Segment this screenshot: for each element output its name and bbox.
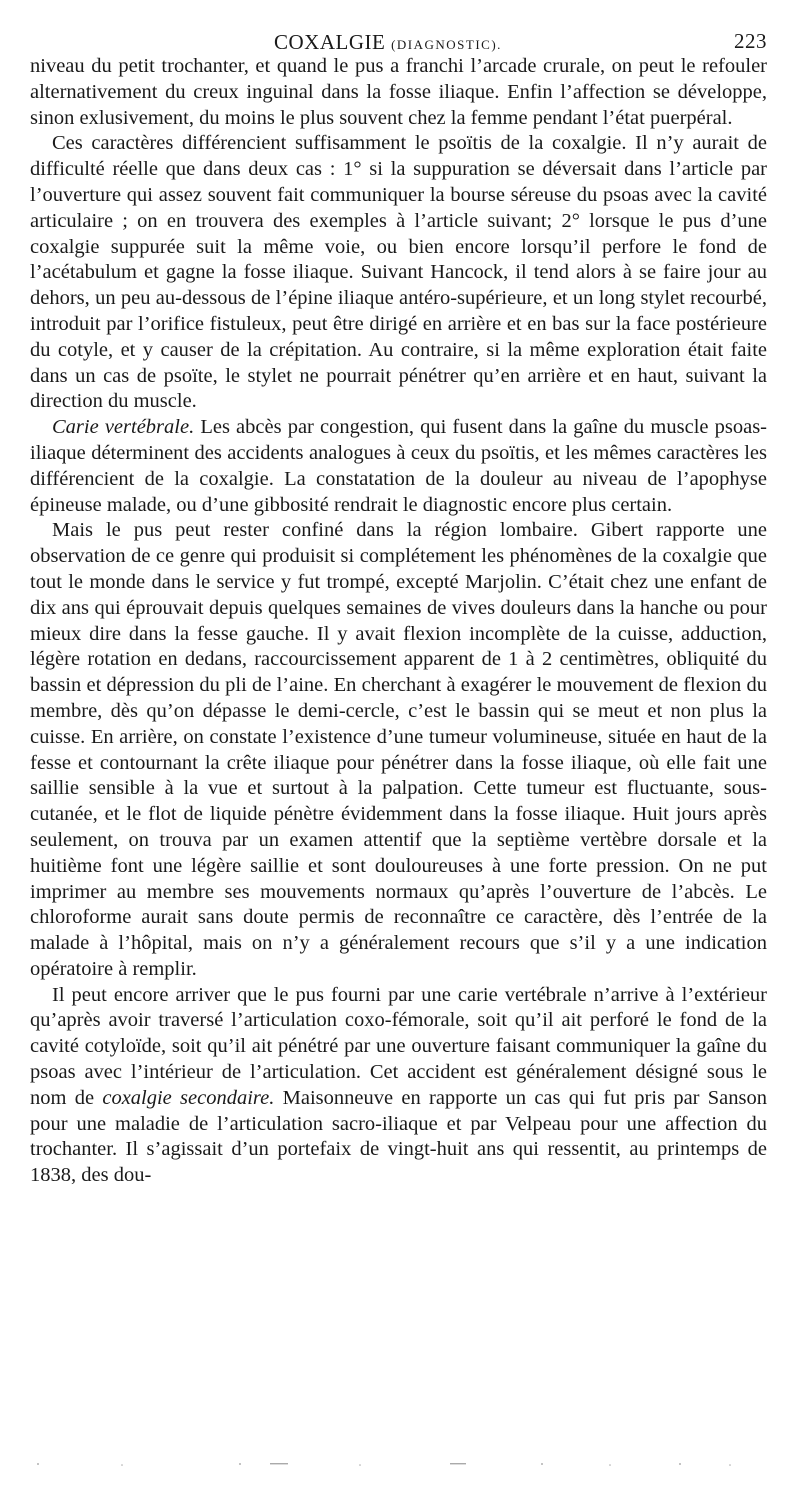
- paragraph-5-text-after: Maisonneuve en rapporte un cas qui fut pris par Sanson pour une maladie de l’articulation sacro-iliaque et par Velpeau pour une affection du trochanter. Il s’agissait d’un portefaix de vingt-huit ans qui ressentit, au printemps de 1838, des dou-: [30, 1086, 768, 1187]
- paragraph-2-text: Ces caractères différencient suffisamment le psoïtis de la coxalgie. Il n’y aurait de difficulté réelle que dans deux cas : 1° si la suppuration se déversait dans l’article par l’ouverture qui assez souvent fait communiquer la bourse séreuse du psoas avec la cavité articulaire ; on en trouvera des exemples à l’article suivant; 2° lorsque le pus d’une coxalgie suppurée suit la même voie, ou bien encore lorsqu’il perfore le fond de l’acétabulum et gagne la fosse iliaque. Suivant Hancock, il tend alors à se faire jour au dehors, un peu au-dessous de l’épine iliaque antéro-supérieure, et un long stylet recourbé, introduit par l’orifice fistuleux, peut être dirigé en arrière et en bas sur la face postérieure du cotyle, et y causer de la crépitation. Au contraire, si la même exploration était faite dans un cas de psoïte, le stylet ne pourrait pénétrer qu’en arrière et en haut, suivant la direction du muscle.: [30, 132, 767, 413]
- paragraph-3: [30, 415, 767, 518]
- paragraph-1: [30, 54, 767, 131]
- book-page: [30, 0, 767, 1189]
- paragraph-1-text: niveau du petit trochanter, et quand le pus a franchi l’arcade crurale, on peut le refouler alternativement du creux inguinal dans la fosse iliaque. Enfin l’affection se développe, sinon exlusivement, du moins le plus souvent chez la femme pendant l’état puerpéral.: [30, 55, 767, 129]
- page-number: 223: [734, 29, 767, 53]
- paragraph-2: [30, 131, 767, 415]
- running-head: [30, 0, 767, 54]
- running-title-main: COXALGIE: [274, 30, 386, 54]
- running-title-sub: (DIAGNOSTIC).: [391, 37, 502, 52]
- paragraph-5-text: Il peut encore arriver que le pus fourni par une carie vertébrale n’arrive à l’extérieur qu’après avoir traversé l’articulation coxo-fémorale, soit qu’il ait perforé le fond de la cavité cotyloïde, soit qu’il ait pénétré par une ouverture faisant communiquer la gaîne du psoas avec l’intérieur de l’articulation. Cet accident est généralement désigné sous le nom de: [30, 983, 767, 1109]
- section-lead-carie-vertebrale: Carie vertébrale.: [52, 416, 195, 439]
- paragraph-4: [30, 518, 767, 982]
- term-coxalgie-secondaire: coxalgie secondaire.: [102, 1086, 275, 1109]
- paragraph-5: [30, 983, 767, 1189]
- running-title: [274, 30, 502, 55]
- paragraph-3-text: Les abcès par congestion, qui fusent dans la gaîne du muscle psoas-iliaque déterminent des accidents analogues à ceux du psoïtis, et les mêmes caractères les différencient de la coxalgie. La constatation de la douleur au niveau de l’apophyse épineuse malade, ou d’une gibbosité rendrait le diagnostic encore plus certain.: [30, 416, 767, 516]
- body-text: [30, 54, 767, 1189]
- scan-speckle-dots: [30, 1460, 767, 1470]
- paragraph-4-text: Mais le pus peut rester confiné dans la région lombaire. Gibert rapporte une observation de ce genre qui produisit si complétement les phénomènes de la coxalgie que tout le monde dans le service y fut trompé, excepté Marjolin. C’était chez une enfant de dix ans qui éprouvait depuis quelques semaines de vives douleurs dans la hanche ou pour mieux dire dans la fesse gauche. Il y avait flexion incomplète de la cuisse, adduction, légère rotation en dedans, raccourcissement apparent de 1 à 2 centimètres, obliquité du bassin et dépression du pli de l’aine. En cherchant à exagérer le mouvement de flexion du membre, dès qu’on dépasse le demi-cercle, c’est le bassin qui se meut et non plus la cuisse. En arrière, on constate l’existence d’une tumeur volumineuse, située en haut de la fesse et contournant la crête iliaque pour pénétrer dans la fosse iliaque, où elle fait une saillie sensible à la vue et surtout à la palpation. Cette tumeur est fluctuante, sous-cutanée, et le flot de liquide pénètre évidemment dans la fosse iliaque. Huit jours après seulement, on trouva par un examen attentif que la septième vertèbre dorsale et la huitième font une légère saillie et sont douloureuses à une forte pression. On ne put imprimer au membre ses mouvements normaux qu’après l’ouverture de l’abcès. Le chloroforme aurait sans doute permis de reconnaître ce caractère, dès l’entrée de la malade à l’hôpital, mais on n’y a généralement recours que s’il y a une indication opératoire à remplir.: [30, 519, 767, 980]
